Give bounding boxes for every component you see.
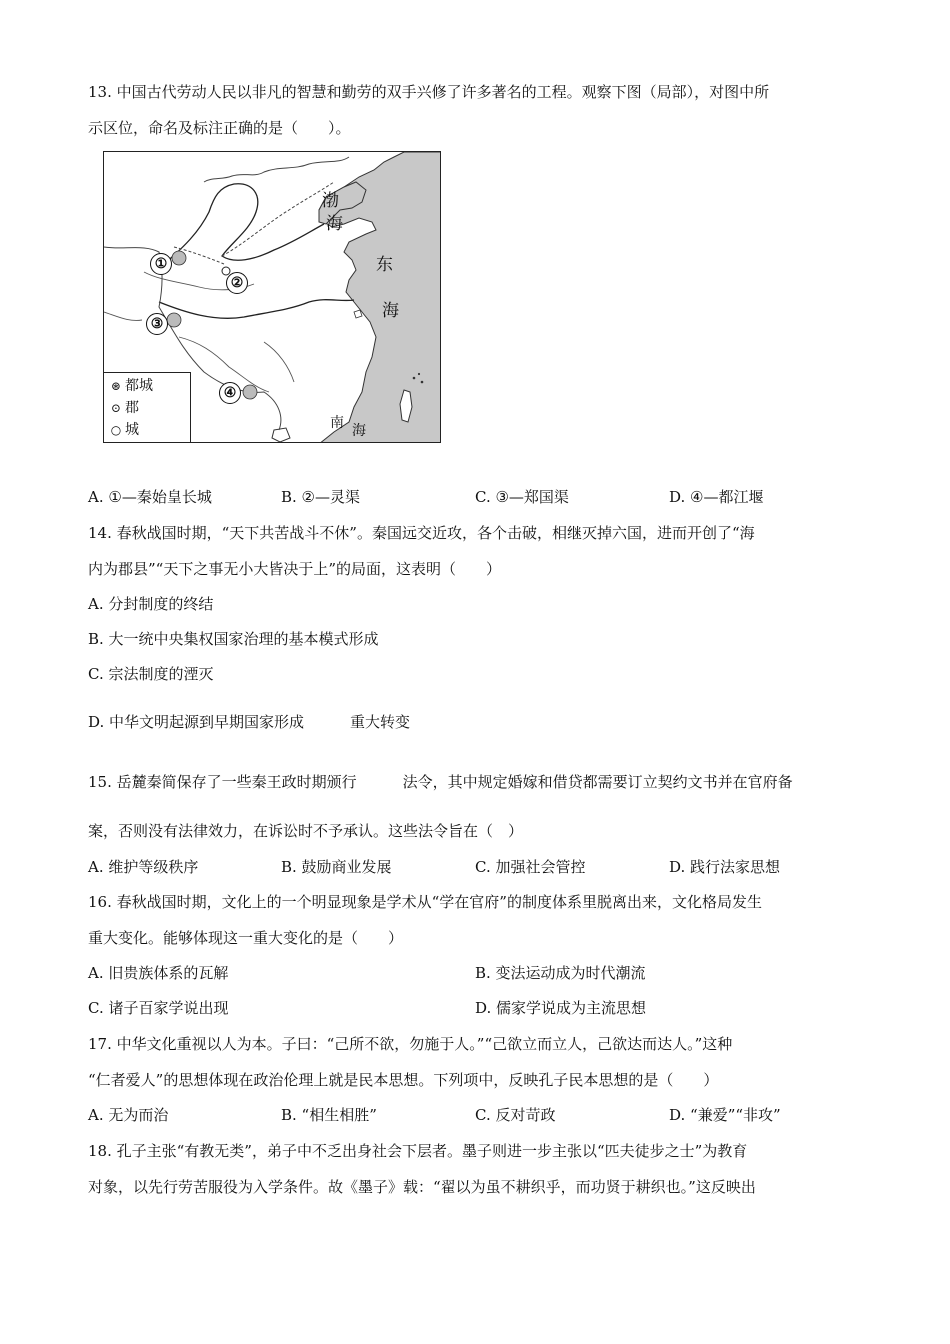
q13-option-c[interactable]: C. ③—郑国渠	[475, 488, 569, 506]
river-line	[264, 342, 294, 382]
q14-option-d[interactable]	[88, 712, 410, 732]
location-3-shade	[167, 313, 181, 327]
q15-stem-line1	[88, 772, 793, 792]
capital-symbol-icon: ⊛	[110, 379, 122, 393]
q17-stem-line2: “仁者爱人”的思想体现在政治伦理上就是民本思想。下列项中，反映孔子民本思想的是（ ）	[88, 1071, 719, 1089]
marker-1: ①	[150, 253, 172, 275]
q14-option-a[interactable]: A. 分封制度的终结	[88, 595, 214, 613]
q18-stem-line2: 对象，以先行劳苦服役为入学条件。故《墨子》载：“翟以为虽不耕织乎，而功贤于耕织也。”这反映出	[88, 1178, 756, 1196]
sea-label-bohai-2: 海	[326, 214, 343, 234]
q13-option-d[interactable]: D. ④—都江堰	[669, 488, 764, 506]
sea-label-east-2: 海	[382, 301, 399, 321]
marker-2: ②	[226, 272, 248, 294]
legend-capital-label: 都城	[125, 378, 153, 394]
river-line	[104, 312, 142, 320]
sea-label-east-1: 东	[376, 255, 393, 275]
legend-capital	[110, 377, 153, 395]
sea-label-south-1: 南	[330, 415, 344, 431]
q15-option-d[interactable]: D. 践行法家思想	[669, 858, 781, 876]
sea-label-bohai-1: 渤	[322, 191, 339, 211]
island-dot	[413, 377, 416, 380]
map-legend	[104, 372, 191, 443]
hainan-island	[272, 428, 290, 442]
q15-option-a[interactable]: A. 维护等级秩序	[88, 858, 199, 876]
q13-stem-line2: 示区位，命名及标注正确的是（ ）。	[88, 119, 351, 137]
legend-commandery-label: 郡	[125, 400, 139, 416]
q15-stem-line1-part1: 15. 岳麓秦简保存了一些秦王政时期颁行	[88, 773, 357, 791]
q14-option-d-part1: D. 中华文明起源到早期国家形成	[88, 713, 305, 731]
q14-option-d-part2: 重大转变	[350, 713, 411, 731]
q14-option-b[interactable]: B. 大一统中央集权国家治理的基本模式形成	[88, 630, 379, 648]
q16-stem-line2: 重大变化。能够体现这一重大变化的是（ ）	[88, 929, 404, 947]
q14-stem-line2: 内为郡县”“天下之事无小大皆决于上”的局面，这表明（ ）	[88, 560, 502, 578]
legend-commandery	[110, 399, 139, 417]
q15-option-b[interactable]: B. 鼓励商业发展	[281, 858, 392, 876]
q16-option-b[interactable]: B. 变法运动成为时代潮流	[475, 964, 646, 982]
q14-option-c[interactable]: C. 宗法制度的湮灭	[88, 665, 214, 683]
q13-option-b[interactable]: B. ②—灵渠	[281, 488, 361, 506]
legend-city-label: 城	[125, 422, 139, 438]
marker-3: ③	[146, 313, 168, 335]
island-small	[354, 310, 362, 318]
commandery-symbol-icon: ⊙	[110, 401, 122, 415]
q17-option-a[interactable]: A. 无为而治	[88, 1106, 169, 1124]
q17-option-c[interactable]: C. 反对苛政	[475, 1106, 556, 1124]
yangtze-river	[159, 300, 354, 319]
q18-stem-line1: 18. 孔子主张“有教无类”，弟子中不乏出身社会下层者。墨子则进一步主张以“匹夫徒步之士”为教育	[88, 1142, 748, 1160]
q15-option-c[interactable]: C. 加强社会管控	[475, 858, 586, 876]
q16-option-a[interactable]: A. 旧贵族体系的瓦解	[88, 964, 229, 982]
legend-city	[110, 421, 139, 439]
location-4-shade	[243, 385, 257, 399]
q16-option-d[interactable]: D. 儒家学说成为主流思想	[475, 999, 647, 1017]
q13-option-a[interactable]: A. ①—秦始皇长城	[88, 488, 212, 506]
q14-stem-line1: 14. 春秋战国时期，“天下共苦战斗不休”。秦国远交近攻，各个击破，相继灭掉六国，进而开创了“海	[88, 524, 755, 542]
q16-stem-line1: 16. 春秋战国时期，文化上的一个明显现象是学术从“学在官府”的制度体系里脱离出来，文化格局发生	[88, 893, 762, 911]
sea-label-south-2: 海	[352, 423, 366, 439]
yellow-river	[164, 184, 324, 264]
marker-4: ④	[219, 382, 241, 404]
q17-stem-line1: 17. 中华文化重视以人为本。子曰：“己所不欲，勿施于人。”“己欲立而立人，己欲达而达人。”这种	[88, 1035, 733, 1053]
location-1-shade	[172, 251, 186, 265]
q16-option-c[interactable]: C. 诸子百家学说出现	[88, 999, 229, 1017]
city-symbol-icon: ○	[110, 423, 122, 437]
q17-option-d[interactable]: D. “兼爱”“非攻”	[669, 1106, 781, 1124]
q15-stem-line2: 案，否则没有法律效力，在诉讼时不予承认。这些法令旨在（ ）	[88, 822, 524, 840]
q17-option-b[interactable]: B. “相生相胜”	[281, 1106, 377, 1124]
great-wall-line	[174, 182, 334, 264]
q13-map	[103, 151, 441, 443]
island-dot	[421, 381, 424, 384]
q15-stem-line1-part2: 法令，其中规定婚嫁和借贷都需要订立契约文书并在官府备	[402, 773, 793, 791]
island-dot	[418, 373, 420, 375]
q13-stem-line1: 13. 中国古代劳动人民以非凡的智慧和勤劳的双手兴修了许多著名的工程。观察下图（局部），对图中所	[88, 83, 770, 101]
